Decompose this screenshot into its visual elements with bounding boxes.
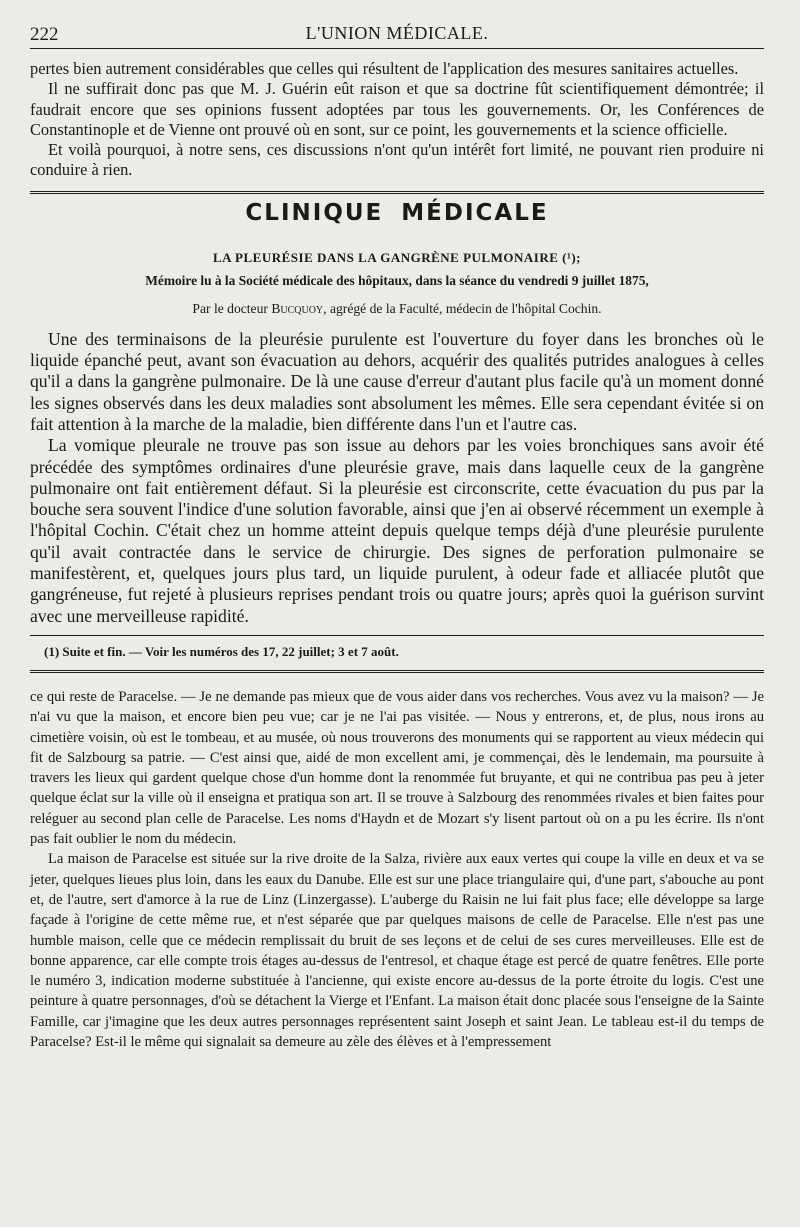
intro-paragraph-1: pertes bien autrement considérables que celles qui résultent de l'application des mesures sanitaires actuelles. <box>30 59 739 78</box>
page-number: 222 <box>30 24 59 45</box>
article-subtitle: Mémoire lu à la Société médicale des hôpitaux, dans la séance du vendredi 9 juillet 1875, <box>145 272 649 288</box>
article-paragraph-1: Une des terminaisons de la pleurésie purulente est l'ouverture du foyer dans les bronches où le liquide épanché peut, avant son évacuation au dehors, acquérir des qualités putrides analogues à celles qu'il a dans la gangrène pulmonaire. De là une cause d'erreur d'autant plus facile qu'à un moment donné les signes observés dans les deux maladies sont absolument les mêmes. Elle sera cependant évitée si on fait attention à la marche de la maladie, bien différente dans l'un et l'autre cas. <box>30 328 764 434</box>
footnote: (1) Suite et fin. — Voir les numéros des 17, 22 juillet; 3 et 7 août. <box>44 643 399 659</box>
intro-text <box>30 59 764 181</box>
feuilleton-rule <box>30 670 764 673</box>
intro-paragraph-3: Et voilà pourquoi, à notre sens, ces discussions n'ont qu'un intérêt fort limité, ne pouvant rien produire ni conduire à rien. <box>30 140 764 180</box>
article-paragraph-2: La vomique pleurale ne trouve pas son issue au dehors par les voies bronchiques sans avoir été précédée des symptômes ordinaires d'une pleurésie grave, mais dans laquelle ceux de la gangrène pulmonaire ont fait entièrement défaut. Si la pleurésie est circonscrite, cette évacuation du pus par la bouche sera souvent l'indice d'une solution favorable, ainsi que j'en ai observé récemment un exemple à l'hôpital Cochin. C'était chez un homme atteint depuis quelque temps déjà d'une pleurésie purulente qu'il avait contractée dans le service de chirurgie. Des signes de perforation pulmonaire se manifestèrent, et, quelques jours plus tard, un liquide purulent, à odeur fade et alliacée plutôt que gangréneuse, fut rejeté à plusieurs reprises pendant trois ou quatre jours; après quoi la guérison survint avec une merveilleuse rapidité. <box>30 435 764 626</box>
footnote-rule <box>30 635 764 636</box>
journal-title: L'UNION MÉDICALE. <box>305 23 489 43</box>
author-prefix: Par le docteur <box>192 300 272 316</box>
header-rule <box>30 48 764 49</box>
page-header <box>30 18 764 48</box>
intro-paragraph-2: Il ne suffirait donc pas que M. J. Guérin eût raison et que sa doctrine fût scientifiquement démontrée; il faudrait encore que ses opinions fussent adoptées par tous les gouvernements. Or, les Conférences de Constantinople et de Vienne ont prouvé où en sont, sur ce point, les gouvernements et la science officielle. <box>30 79 764 139</box>
feuilleton-section <box>30 670 764 1052</box>
article-author <box>30 301 764 317</box>
article-title: LA PLEURÉSIE DANS LA GANGRÈNE PULMONAIRE (¹); <box>212 249 582 265</box>
feuilleton-paragraph-1: ce qui reste de Paracelse. — Je ne demande pas mieux que de vous aider dans vos recherches. Vous avez vu la maison? — Je n'ai vu que la maison, et encore bien peu vue; car je ne l'ai pas visitée. — Nous y entrerons, et, de plus, nous irons au cimetière voisin, où est le tombeau, et au musée, où nous trouverons des monuments qui se rapportent au vieux médecin qui fit de Salzbourg sa patrie. — C'est ainsi que, aidé de mon excellent ami, je commençai, dès le lendemain, ma poursuite à travers les lieux qui gardent quelque chose d'un homme dont la renommée fut bruyante, et qui ne contribua pas peu à jeter quelque éclat sur la ville où il enseigna et pratiqua son art. Il se trouve à Salzbourg des renommées rivales et bien faites pour reléguer au second plan celle de Paracelse. Les noms d'Haydn et de Mozart s'y lisent partout où on a pu les écrire. Ils n'ont pas fait oublier le nom du médecin. <box>30 688 764 848</box>
section-title: CLINIQUE MÉDICALE <box>245 199 549 226</box>
section-top-rule <box>30 191 764 194</box>
clinique-section <box>30 191 764 660</box>
article-body <box>30 329 764 627</box>
feuilleton-text <box>30 687 764 1052</box>
newspaper-page <box>30 18 764 1072</box>
page-footer <box>30 1058 764 1072</box>
author-suffix: , agrégé de la Faculté, médecin de l'hôpital Cochin. <box>323 300 602 316</box>
author-name: Bucquoy <box>271 300 324 316</box>
feuilleton-paragraph-2: La maison de Paracelse est située sur la rive droite de la Salza, rivière aux eaux vertes qui coupe la ville en deux et va se jeter, quelques lieues plus loin, dans les eaux du Danube. Elle est sur une place triangulaire qui, d'une part, s'abouche au pont et, de l'autre, sert d'amorce à la rue de Linz (Linzergasse). L'auberge du Raisin ne lui fait plus face; elle développe sa large façade à l'origine de cette même rue, et n'est séparée que par quelques maisons de celle de Paracelse. Elle n'est pas une humble maison, celle que ce médecin remplissait du bruit de ses leçons et de celui de ses cures merveilleuses. Elle est de bonne apparence, car elle compte trois étages au-dessus de l'entresol, et chaque étage est percé de quatre fenêtres. Elle porte le numéro 3, indication moderne substituée à l'ancienne, qui existe encore au-dessus de la porte étroite du logis. C'est une peinture à quatre personnages, d'où se détachent la Vierge et l'Enfant. La maison était donc placée sous l'enseigne de la Sainte Famille, car j'imagine que les deux autres personnages représentent saint Joseph et saint Jean. Le tableau est-il du temps de Paracelse? Est-il le même qui signalait sa demeure au zèle des élèves et à l'empressement <box>30 851 764 1050</box>
